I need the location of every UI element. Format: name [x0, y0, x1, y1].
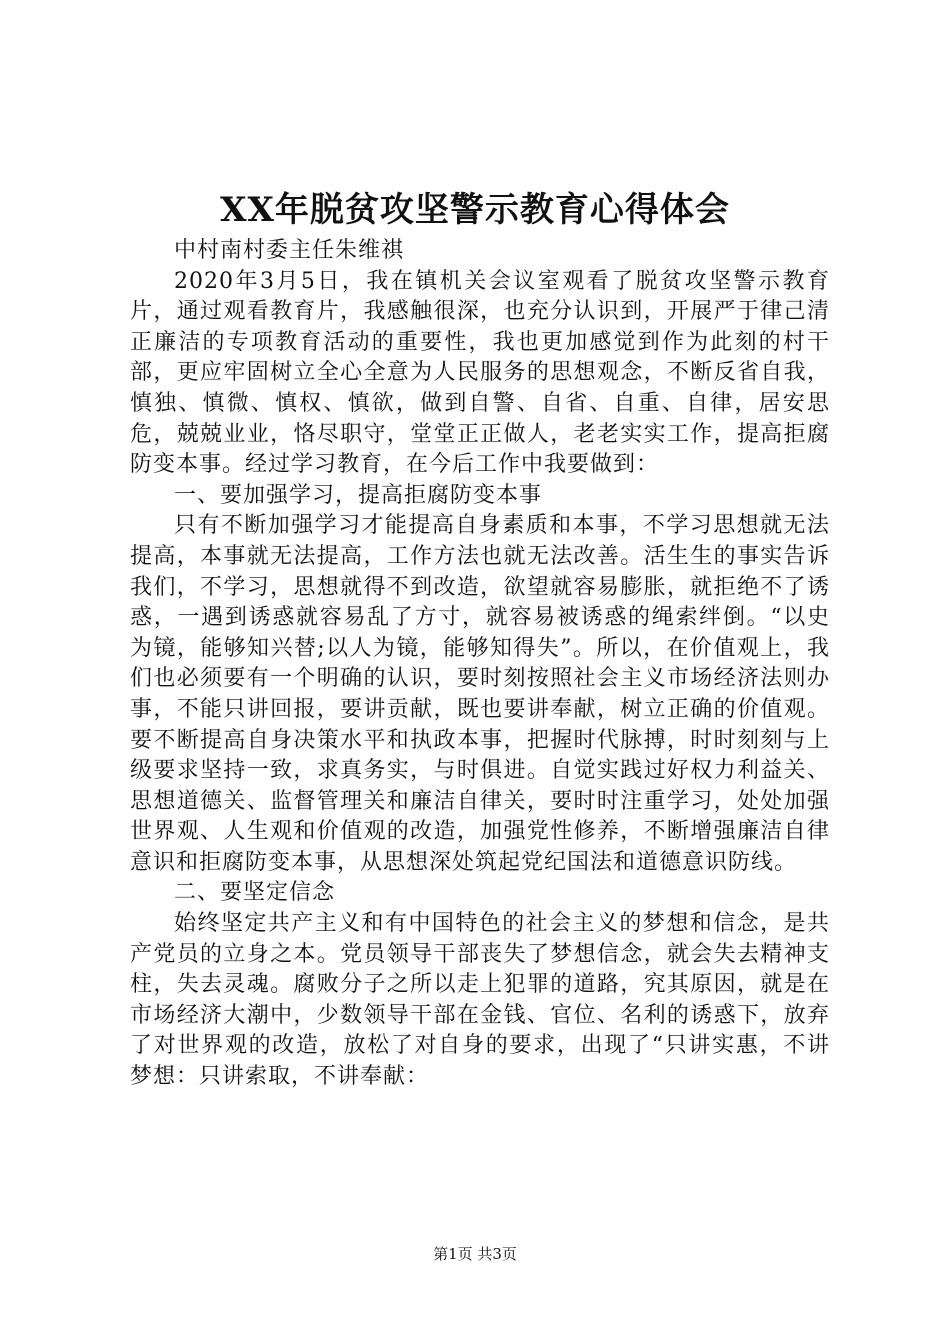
page-indicator: 第1页 共3页	[433, 1245, 517, 1263]
paragraph-section-2: 始终坚定共产主义和有中国特色的社会主义的梦想和信念，是共产党员的立身之本。党员领导干部丧失了梦想信念，就会失去精神支柱，失去灵魂。腐败分子之所以走上犯罪的道路，究其原因，就是在市场经济大潮中，少数领导干部在金钱、官位、名利的诱惑下，放弃了对世界观的改造，放松了对自身的要求，出现了“只讲实惠，不讲梦想：只讲索取，不讲奉献：	[130, 911, 830, 1090]
paragraph-section-1: 只有不断加强学习才能提高自身素质和本事，不学习思想就无法提高，本事就无法提高，工作方法也就无法改善。活生生的事实告诉我们，不学习，思想就得不到改造，欲望就容易膨胀，就拒绝不了诱惑，一遇到诱惑就容易乱了方寸，就容易被诱惑的绳索绊倒。“以史为镜，能够知兴替;以人为镜，能够知得失”。所以，在价值观上，我们也必须要有一个明确的认识，要时刻按照社会主义市场经济法则办事，不能只讲回报，要讲贡献，既也要讲奉献，树立正确的价值观。要不断提高自身决策水平和执政本事，把握时代脉搏，时时刻刻与上级要求坚持一致，求真务实，与时俱进。自觉实践过好权力利益关、思想道德关、监督管理关和廉洁自律关，要时时注重学习，处处加强世界观、人生观和价值观的改造，加强党性修养，不断增强廉洁自律意识和拒腐防变本事，从思想深处筑起党纪国法和道德意识防线。	[130, 513, 830, 875]
document-body	[130, 236, 830, 1093]
section-heading-1: 一、要加强学习，提高拒腐防变本事	[174, 482, 543, 508]
paragraph-intro: 2020年3月5日，我在镇机关会议室观看了脱贫攻坚警示教育片，通过观看教育片，我感触很深，也充分认识到，开展严于律己清正廉洁的专项教育活动的重要性，我也更加感觉到作为此刻的村干部，更应牢固树立全心全意为人民服务的思想观念，不断反省自我，慎独、慎微、慎权、慎欲，做到自警、自省、自重、自律，居安思危，兢兢业业，恪尽职守，堂堂正正做人，老老实实工作，提高拒腐防变本事。经过学习教育，在今后工作中我要做到：	[130, 268, 830, 478]
page-title: XX年脱贫攻坚警示教育心得体会	[220, 190, 730, 230]
section-heading-2: 二、要坚定信念	[174, 880, 336, 906]
author-line: 中村南村委主任朱维祺	[174, 238, 405, 263]
